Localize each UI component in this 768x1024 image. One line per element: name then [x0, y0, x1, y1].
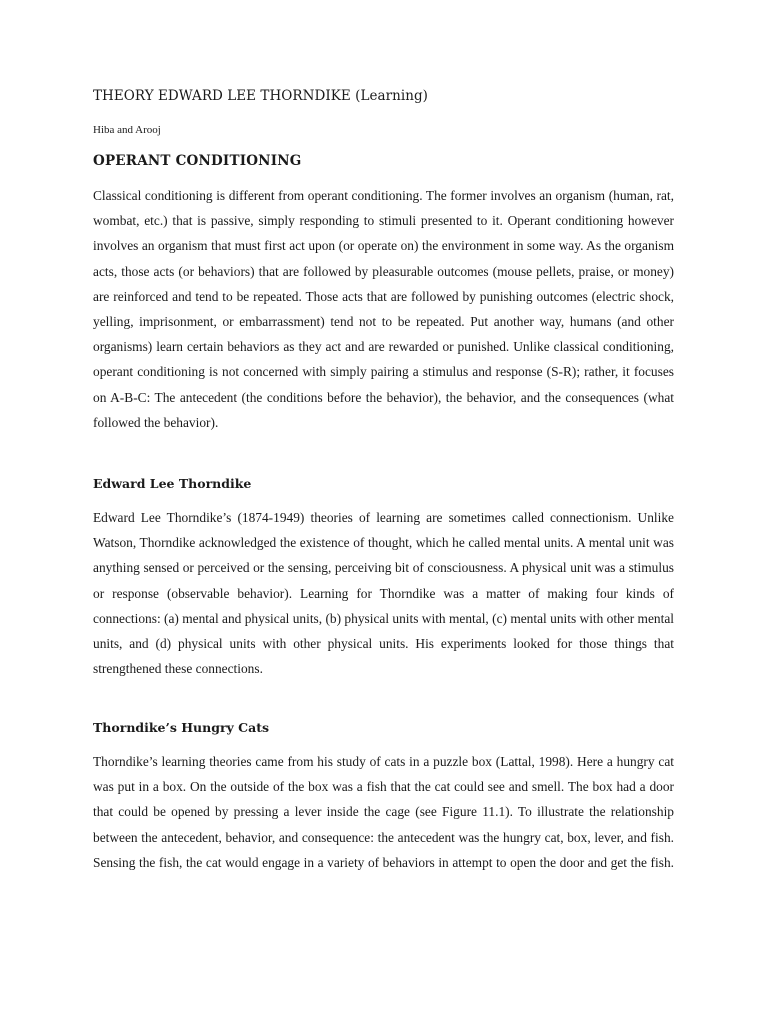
document-title: THEORY EDWARD LEE THORNDIKE (Learning)	[93, 88, 428, 104]
author-line: Hiba and Arooj	[93, 124, 161, 136]
paragraph-edward-lee-thorndike: Edward Lee Thorndike’s (1874-1949) theories of learning are sometimes called connectionism. Unlike Watson, Thorndike acknowledged the existence of thought, which he called mental units. A mental unit was anything sensed or perceived or the sensing, perceiving bit of consciousness. A physical unit was a stimulus or response (observable behavior). Learning for Thorndike was a matter of making four kinds of connections: (a) mental and physical units, (b) physical units with mental, (c) mental units with other mental units, and (d) physical units with other physical units. His experiments looked for those things that strengthened these connections.	[93, 510, 674, 677]
paragraph-operant-conditioning: Classical conditioning is different from operant conditioning. The former involves an organism (human, rat, wombat, etc.) that is passive, simply responding to stimuli presented to it. Operant conditioning however involves an organism that must first act upon (or operate on) the environment in some way. As the organism acts, those acts (or behaviors) that are followed by pleasurable outcomes (mouse pellets, praise, or money) are reinforced and tend to be repeated. Those acts that are followed by punishing outcomes (electric shock, yelling, imprisonment, or embarrassment) tend not to be repeated. Put another way, humans (and other organisms) learn certain behaviors as they act and are rewarded or punished. Unlike classical conditioning, operant conditioning is not concerned with simply pairing a stimulus and response (S-R); rather, it focuses on A-B-C: The antecedent (the conditions before the behavior), the behavior, and the consequences (what followed the behavior).	[93, 188, 674, 430]
paragraph-hungry-cats: Thorndike’s learning theories came from his study of cats in a puzzle box (Lattal, 1998). Here a hungry cat was put in a box. On the outside of the box was a fish that the cat could see and smell. The box had a door that could be opened by pressing a lever inside the cage (see Figure 11.1). To illustrate the relationship between the antecedent, behavior, and consequence: the antecedent was the hungry cat, box, lever, and fish. Sensing the fish, the cat would engage in a variety of behaviors in attempt to open the door and get the fish.	[93, 754, 674, 870]
section-heading-hungry-cats: Thorndike’s Hungry Cats	[93, 720, 270, 735]
section-heading-operant-conditioning: OPERANT CONDITIONING	[93, 153, 302, 169]
section-heading-edward-lee-thorndike: Edward Lee Thorndike	[93, 476, 252, 491]
